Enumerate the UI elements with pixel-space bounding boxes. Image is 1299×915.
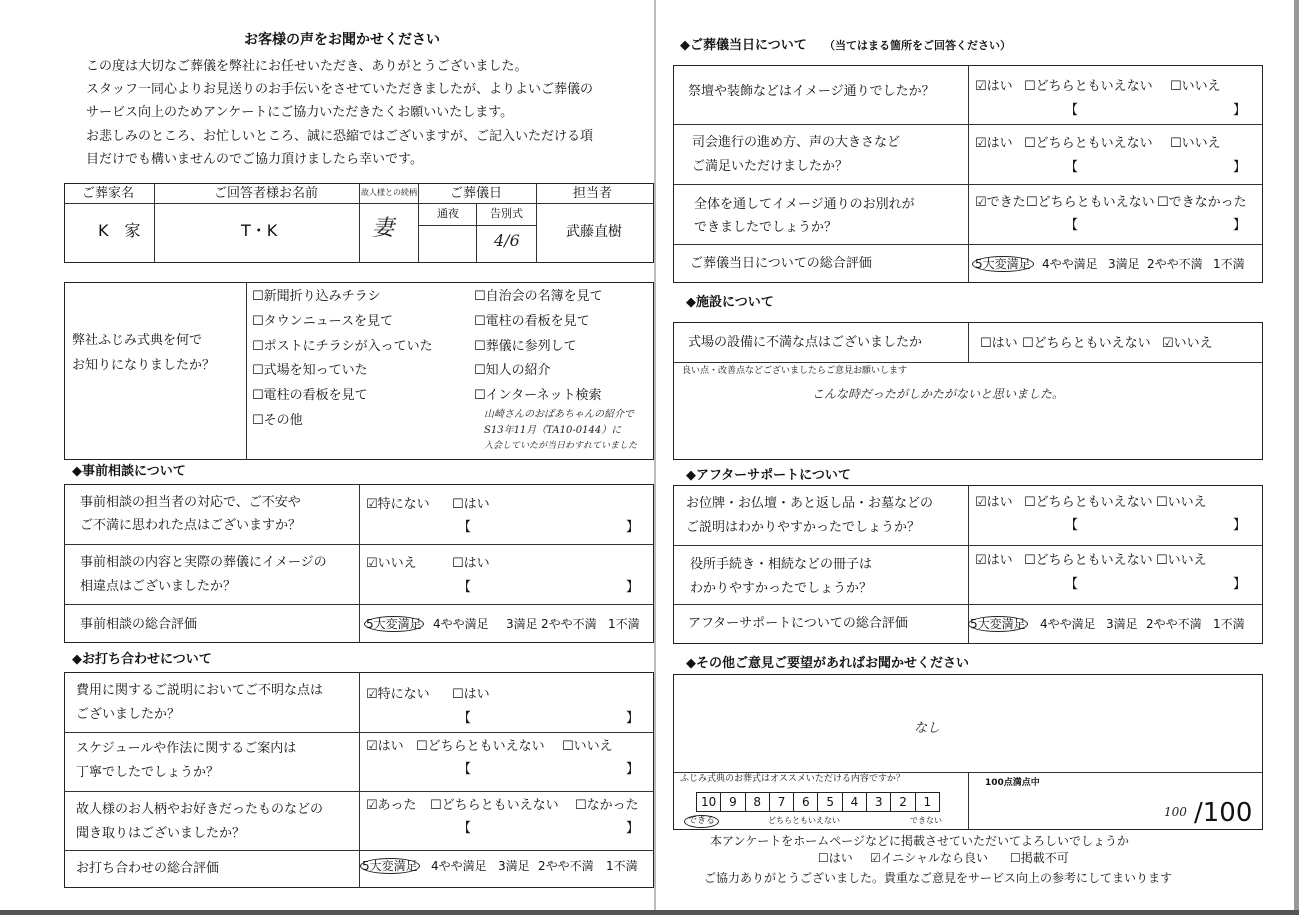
day-row-rule <box>673 184 1263 185</box>
info-divider <box>359 183 360 263</box>
after-row-rule <box>673 545 1263 546</box>
after-q1: お位牌・お仏壇・あと返し品・お墓などの <box>686 496 934 511</box>
bracket-open: 【 <box>458 711 472 726</box>
scale-cell[interactable]: 4 <box>843 793 867 811</box>
other-comment[interactable]: なし <box>914 721 941 736</box>
info-divider <box>476 203 477 263</box>
after-rating-4[interactable]: 4やや満足 <box>1040 617 1096 631</box>
relation-value: 妻 <box>372 216 395 241</box>
bracket-close: 】 <box>1233 518 1247 533</box>
bracket-close: 】 <box>1233 577 1247 592</box>
publish-question: 本アンケートをホームページなどに掲載させていただいてよろしいでしょうか <box>710 834 1130 848</box>
intro-line: お悲しみのところ、お忙しいところ、誠に恐縮ではございますが、ご記入いただける項 <box>86 129 594 144</box>
meeting-q3: 聞き取りはございましたか？ <box>76 826 246 841</box>
facility-a1-option[interactable]: ☐どちらともいえない <box>1022 336 1151 351</box>
consult-a2-checked[interactable]: ☑いいえ <box>366 556 417 571</box>
meeting-q1: ございましたか？ <box>76 707 181 722</box>
after-a2-option[interactable]: ☐いいえ <box>1156 553 1207 568</box>
source-option[interactable]: ☐新聞折り込みチラシ <box>252 289 381 304</box>
source-option[interactable]: ☐電柱の看板を見て <box>252 388 368 403</box>
after-a2-checked[interactable]: ☑はい <box>975 553 1013 568</box>
page-fold <box>654 0 656 915</box>
source-option[interactable]: ☐ポストにチラシが入っていた <box>252 339 433 354</box>
source-question: お知りになりましたか？ <box>72 358 216 373</box>
bracket-close: 】 <box>626 762 640 777</box>
scale-label-neutral: どちらともいえない <box>768 816 840 825</box>
bracket-close: 】 <box>626 520 640 535</box>
facility-note-label: 良い点・改善点などございましたらご意見お願いします <box>682 366 908 376</box>
bracket-close: 】 <box>1233 218 1247 233</box>
facility-row-rule <box>673 362 1263 363</box>
consult-row-rule <box>64 604 654 605</box>
source-note: 入会していたが当日わすれていました <box>484 441 638 451</box>
after-q1: ご説明はわかりやすかったでしょうか？ <box>686 520 921 535</box>
meeting-divider <box>359 672 360 888</box>
checkmark-icon: ☑ <box>975 79 987 94</box>
source-option[interactable]: ☐その他 <box>252 413 303 428</box>
facility-a1-checked[interactable]: ☑いいえ <box>1162 336 1213 351</box>
respondent-name: T・K <box>241 221 278 240</box>
scale-cell[interactable]: 7 <box>770 793 794 811</box>
page-edge <box>1294 0 1299 915</box>
family-name: K 家 <box>98 221 141 240</box>
respondent-header: ご回答者様お名前 <box>214 186 319 201</box>
checkmark-icon: ☑ <box>1162 336 1174 351</box>
scale-cell[interactable]: 3 <box>867 793 891 811</box>
facility-divider <box>968 322 969 362</box>
day-rating-1[interactable]: 1不満 <box>1213 257 1245 271</box>
after-rating-2[interactable]: 2やや不満 <box>1146 617 1202 631</box>
meeting-heading: ◆お打ち合わせについて <box>72 652 212 667</box>
after-q2: わかりやすかったでしょうか？ <box>690 581 873 596</box>
wake-header: 通夜 <box>437 207 459 220</box>
day-q2: 司会進行の進め方、声の大きさなど <box>692 135 901 150</box>
consult-divider <box>359 484 360 643</box>
bracket-open: 【 <box>1065 577 1079 592</box>
scale-cell[interactable]: 5 <box>818 793 842 811</box>
day-a2-option[interactable]: ☐どちらともいえない <box>1024 136 1153 151</box>
recommend-scale <box>696 792 940 812</box>
day-row-rule <box>673 244 1263 245</box>
info-subheader-rule <box>418 225 536 226</box>
meeting-a1-option[interactable]: ☐はい <box>452 687 490 702</box>
consult-rating-1[interactable]: 1不満 <box>608 617 640 631</box>
scale-cell[interactable]: 2 <box>891 793 915 811</box>
day-q3: 全体を通してイメージ通りのお別れが <box>694 197 915 212</box>
checkmark-icon: ☑ <box>366 798 378 813</box>
survey-title: お客様の声をお聞かせください <box>244 32 440 48</box>
day-a3-checked[interactable]: ☑できた <box>975 195 1026 210</box>
scale-label-cannot: できない <box>910 816 942 825</box>
after-a1-checked[interactable]: ☑はい <box>975 495 1013 510</box>
intro-line: スタッフ一同心よりお見送りのお手伝いをさせていただきましたが、よりよいご葬儀の <box>86 82 594 97</box>
day-rating-4[interactable]: 4やや満足 <box>1042 257 1098 271</box>
meeting-a1-checked[interactable]: ☑特にない <box>366 687 430 702</box>
recommend-question: ふじみ式典のお葬式はオススメいただける内容ですか？ <box>680 774 905 784</box>
funeral-date: 4/6 <box>494 231 520 250</box>
source-question: 弊社ふじみ式典を何で <box>72 333 203 348</box>
consult-heading: ◆事前相談について <box>72 464 186 479</box>
bracket-close: 】 <box>1233 160 1247 175</box>
date-header: ご葬儀日 <box>450 186 503 201</box>
after-heading: ◆アフターサポートについて <box>686 468 851 483</box>
publish-option-yes[interactable]: ☐はい <box>818 851 853 865</box>
consult-rating-3[interactable]: 3満足 <box>506 617 538 631</box>
meeting-row-rule <box>64 732 654 733</box>
facility-a1-option[interactable]: ☐はい <box>980 336 1018 351</box>
meeting-a2-checked[interactable]: ☑はい <box>366 739 404 754</box>
consult-a1-checked[interactable]: ☑特にない <box>366 497 430 512</box>
bracket-close: 】 <box>626 711 640 726</box>
source-option[interactable]: ☐インターネット検索 <box>474 388 602 403</box>
facility-q1: 式場の設備に不満な点はございましたか <box>688 335 923 350</box>
info-divider <box>418 183 419 263</box>
consult-q2: 相違点はございましたか？ <box>80 579 237 594</box>
day-rating-5[interactable]: 5大変満足 <box>972 258 1034 270</box>
source-note: 山崎さんのおばあちゃんの紹介で <box>484 409 634 420</box>
source-option[interactable]: ☐タウンニュースを見て <box>252 314 394 329</box>
checkmark-icon: ☑ <box>975 553 987 568</box>
funeral-header: 告別式 <box>490 207 523 220</box>
day-a2-option[interactable]: ☐いいえ <box>1170 136 1221 151</box>
day-q2: ご満足いただけましたか？ <box>692 159 849 174</box>
scale-cell[interactable]: 9 <box>721 793 745 811</box>
source-divider <box>246 282 247 460</box>
bracket-open: 【 <box>458 580 472 595</box>
after-q2: 役所手続き・相続などの冊子は <box>690 557 873 572</box>
checkmark-icon: ☑ <box>870 851 881 865</box>
meeting-q3: 故人様のお人柄やお好きだったものなどの <box>76 802 324 817</box>
consult-rating-5[interactable]: 5大変満足 <box>366 617 422 631</box>
meeting-q2: スケジュールや作法に関するご案内は <box>76 741 297 756</box>
consult-q1: ご不満に思われた点はございますか？ <box>80 518 302 533</box>
checkmark-icon: ☑ <box>975 195 987 210</box>
relation-header: 故人様との続柄 <box>361 188 417 197</box>
meeting-a3-option[interactable]: ☐なかった <box>575 798 639 813</box>
meeting-a2-option[interactable]: ☐いいえ <box>562 739 613 754</box>
intro-line: サービス向上のためアンケートにご協力いただきたくお願いいたします。 <box>86 105 514 120</box>
checkmark-icon: ☑ <box>975 495 987 510</box>
day-rating-3[interactable]: 3満足 <box>1108 257 1140 271</box>
facility-note[interactable]: こんな時だったがしかたがないと思いました。 <box>812 387 1065 401</box>
consult-q3: 事前相談の総合評価 <box>80 617 198 632</box>
day-row-rule <box>673 124 1263 125</box>
meeting-a3-checked[interactable]: ☑あった <box>366 798 417 813</box>
source-note: S13年11月（TA10-0144）に <box>484 425 622 436</box>
day-heading: ◆ご葬儀当日について <box>680 38 807 53</box>
day-rating-2[interactable]: 2やや不満 <box>1147 257 1203 271</box>
consult-row-rule <box>64 544 654 545</box>
other-heading: ◆その他ご意見ご要望があればお聞かせください <box>686 656 969 671</box>
source-option[interactable]: ☐式場を知っていた <box>252 363 368 378</box>
thanks-text: ご協力ありがとうございました。貴重なご意見をサービス向上の参考にしてまいります <box>704 871 1173 885</box>
after-q3: アフターサポートについての総合評価 <box>688 616 908 631</box>
day-subheading: （当てはまる箇所をご回答ください） <box>824 39 1011 52</box>
meeting-a3-option[interactable]: ☐どちらともいえない <box>430 798 559 813</box>
day-q3: できましたでしょうか？ <box>694 220 838 235</box>
bracket-open: 【 <box>458 821 472 836</box>
bracket-close: 】 <box>626 821 640 836</box>
staff-header: 担当者 <box>573 186 613 201</box>
meeting-q1: 費用に関するご説明においてご不明な点は <box>76 683 324 698</box>
bracket-close: 】 <box>1233 103 1247 118</box>
checkmark-icon: ☑ <box>366 497 378 512</box>
bracket-open: 【 <box>1065 160 1079 175</box>
scale-cell[interactable]: 10 <box>697 793 721 811</box>
staff-name: 武藤直樹 <box>566 224 622 240</box>
consult-rating-4[interactable]: 4やや満足 <box>433 617 489 631</box>
bracket-open: 【 <box>458 520 472 535</box>
bracket-close: 】 <box>626 580 640 595</box>
meeting-rating-5[interactable]: 5大変満足 <box>362 859 418 873</box>
scale-cell[interactable]: 6 <box>794 793 818 811</box>
bracket-open: 【 <box>1065 518 1079 533</box>
meeting-rating-3[interactable]: 3満足 <box>498 859 530 873</box>
day-a1-option[interactable]: ☐どちらともいえない <box>1024 79 1153 94</box>
day-a2-checked[interactable]: ☑はい <box>975 136 1013 151</box>
meeting-row-rule <box>64 791 654 792</box>
publish-option-initials[interactable]: ☑イニシャルなら良い <box>870 851 989 865</box>
after-a2-option[interactable]: ☐どちらともいえない <box>1024 553 1153 568</box>
checkmark-icon: ☑ <box>975 136 987 151</box>
meeting-rating-1[interactable]: 1不満 <box>606 859 638 873</box>
source-option[interactable]: ☐知人の紹介 <box>474 363 551 378</box>
after-rating-5[interactable]: 5大変満足 <box>970 617 1026 631</box>
meeting-q4: お打ち合わせの総合評価 <box>76 861 220 876</box>
after-rating-3[interactable]: 3満足 <box>1106 617 1138 631</box>
scale-label-can: できる <box>684 815 719 828</box>
scale-cell[interactable]: 8 <box>746 793 770 811</box>
source-option[interactable]: ☐葬儀に参列して <box>474 339 577 354</box>
day-a1-option[interactable]: ☐いいえ <box>1170 79 1221 94</box>
checkmark-icon: ☑ <box>366 739 378 754</box>
other-divider <box>968 772 969 830</box>
info-divider <box>154 183 155 263</box>
intro-line: この度は大切なご葬儀を弊社にお任せいただき、ありがとうございました。 <box>86 59 528 74</box>
checkmark-icon: ☑ <box>366 556 378 571</box>
after-rating-1[interactable]: 1不満 <box>1213 617 1245 631</box>
score-value[interactable]: 100 <box>1164 805 1187 819</box>
info-divider <box>536 183 537 263</box>
score-max: /100 <box>1194 798 1253 828</box>
source-option[interactable]: ☐電柱の看板を見て <box>474 314 590 329</box>
day-a3-option[interactable]: ☐できなかった <box>1157 195 1247 210</box>
meeting-q2: 丁寧でしたでしょうか？ <box>76 765 220 780</box>
day-a1-checked[interactable]: ☑はい <box>975 79 1013 94</box>
meeting-row-rule <box>64 850 654 851</box>
consult-a2-option[interactable]: ☐はい <box>452 556 490 571</box>
consult-q1: 事前相談の担当者の対応で、ご不安や <box>80 495 301 510</box>
bracket-open: 【 <box>458 762 472 777</box>
publish-option-no[interactable]: ☐掲載不可 <box>1010 851 1069 865</box>
bracket-open: 【 <box>1065 218 1079 233</box>
family-header: ご葬家名 <box>82 186 135 201</box>
consult-rating-2[interactable]: 2やや不満 <box>541 617 597 631</box>
intro-line: 目だけでも構いませんのでご協力頂けましたら幸いです。 <box>86 152 423 167</box>
day-q1: 祭壇や装飾などはイメージ通りでしたか？ <box>688 84 935 99</box>
checkmark-icon: ☑ <box>366 687 378 702</box>
day-divider <box>968 65 969 283</box>
page-bottom-edge <box>0 910 1299 915</box>
score-label: 100点満点中 <box>985 778 1040 788</box>
source-option[interactable]: ☐自治会の名簿を見て <box>474 289 603 304</box>
after-row-rule <box>673 604 1263 605</box>
after-a1-option[interactable]: ☐いいえ <box>1156 495 1207 510</box>
meeting-rating-2[interactable]: 2やや不満 <box>538 859 594 873</box>
consult-a1-option[interactable]: ☐はい <box>452 497 490 512</box>
facility-heading: ◆施設について <box>686 295 774 310</box>
day-q4: ご葬儀当日についての総合評価 <box>690 256 872 271</box>
bracket-open: 【 <box>1065 103 1079 118</box>
meeting-a2-option[interactable]: ☐どちらともいえない <box>416 739 545 754</box>
consult-q2: 事前相談の内容と実際の葬儀にイメージの <box>80 555 327 570</box>
after-a1-option[interactable]: ☐どちらともいえない <box>1024 495 1153 510</box>
scale-cell[interactable]: 1 <box>923 795 932 809</box>
meeting-rating-4[interactable]: 4やや満足 <box>431 859 487 873</box>
day-a3-option[interactable]: ☐どちらともいえない <box>1026 195 1155 210</box>
